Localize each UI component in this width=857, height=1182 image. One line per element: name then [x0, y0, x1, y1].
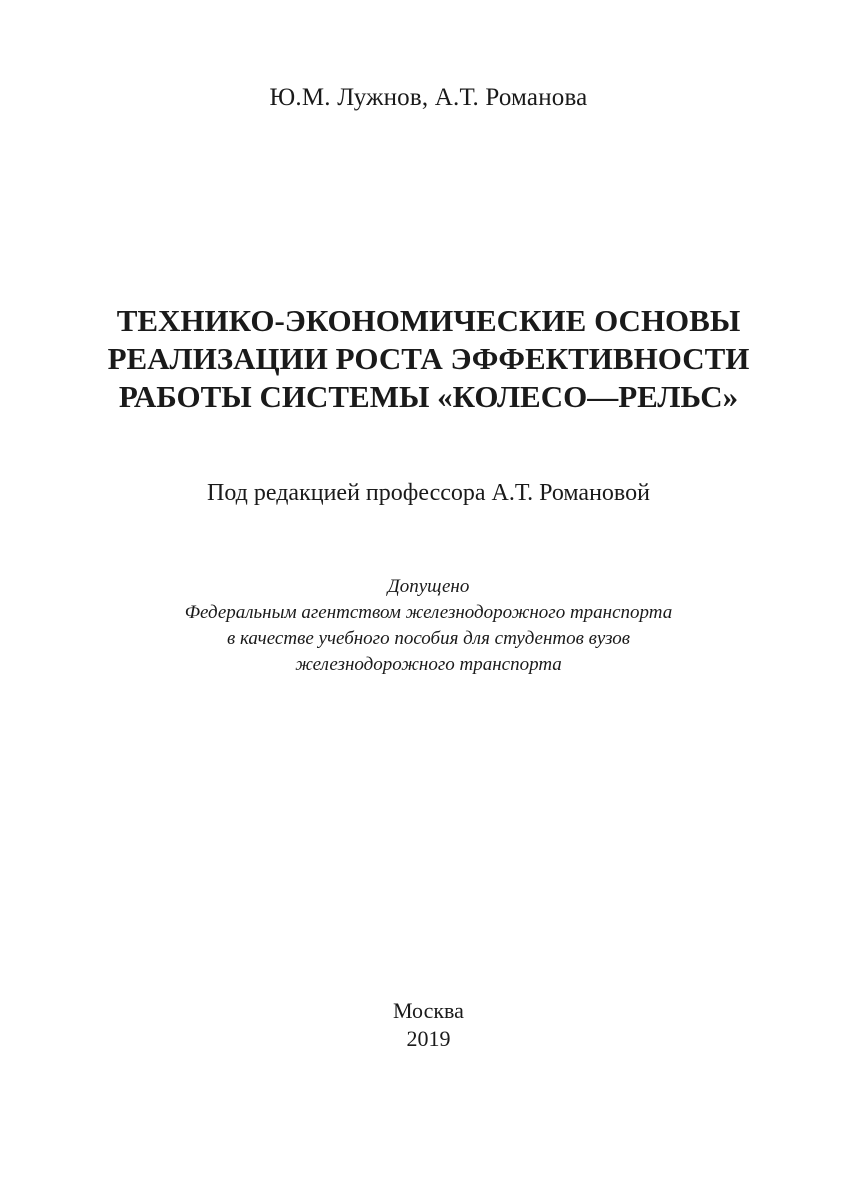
approval-line-1: Допущено: [387, 576, 470, 597]
approval-line-3: в качестве учебного пособия для студентов вузов: [227, 628, 630, 649]
book-title: [60, 302, 797, 416]
approval-line-2: Федеральным агентством железнодорожного транспорта: [184, 602, 673, 623]
approval-note: [80, 574, 777, 678]
book-title-line-1: ТЕХНИКО-ЭКОНОМИЧЕСКИЕ ОСНОВЫ: [116, 303, 741, 338]
approval-line-4: железнодорожного транспорта: [295, 654, 562, 675]
book-title-line-3: РАБОТЫ СИСТЕМЫ «КОЛЕСО—РЕЛЬС»: [118, 379, 739, 414]
book-title-line-2: РЕАЛИЗАЦИИ РОСТА ЭФФЕКТИВНОСТИ: [107, 341, 750, 376]
imprint: [0, 997, 857, 1053]
authors: Ю.М. Лужнов, А.Т. Романова: [269, 84, 588, 111]
imprint-city: Москва: [393, 998, 464, 1023]
editor-line: Под редакцией профессора А.Т. Романовой: [207, 480, 650, 506]
imprint-year: 2019: [406, 1026, 451, 1051]
